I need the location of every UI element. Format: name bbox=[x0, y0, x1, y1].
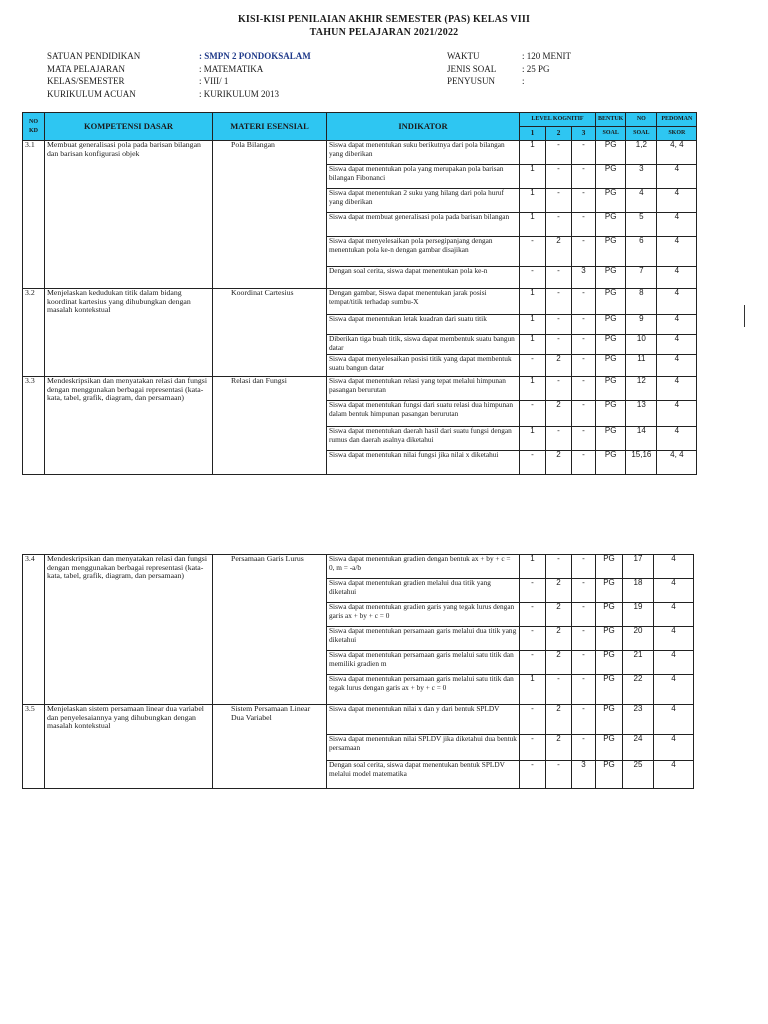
level-3: - bbox=[572, 141, 596, 165]
table-row bbox=[23, 555, 694, 579]
level-3: - bbox=[572, 627, 596, 651]
kd-number: 3.1 bbox=[23, 141, 45, 289]
level-2: 2 bbox=[546, 651, 572, 675]
indikator: Siswa dapat menyelesaikan pola persegipanjang dengan menentukan pola ke-n dengan gambar disajikan bbox=[327, 237, 520, 267]
nomor-soal: 9 bbox=[626, 315, 657, 335]
level-1: - bbox=[520, 627, 546, 651]
pedoman-skor: 4 bbox=[654, 603, 694, 627]
level-1: 1 bbox=[520, 555, 546, 579]
table-row bbox=[23, 141, 697, 165]
level-2: - bbox=[546, 189, 572, 213]
level-1: - bbox=[520, 237, 546, 267]
level-2: - bbox=[546, 213, 572, 237]
nomor-soal: 15,16 bbox=[626, 451, 657, 475]
level-2: - bbox=[546, 555, 572, 579]
level-3: - bbox=[572, 705, 596, 735]
meta-right bbox=[447, 50, 571, 88]
level-1: 1 bbox=[520, 165, 546, 189]
bentuk-soal: PG bbox=[596, 315, 626, 335]
meta-row bbox=[47, 63, 311, 76]
kd-number: 3.2 bbox=[23, 289, 45, 377]
indikator: Siswa dapat membuat generalisasi pola pada barisan bilangan bbox=[327, 213, 520, 237]
level-3: - bbox=[572, 189, 596, 213]
pedoman-skor: 4, 4 bbox=[657, 141, 697, 165]
level-1: - bbox=[520, 705, 546, 735]
table-row bbox=[23, 377, 697, 401]
margin-mark bbox=[744, 305, 745, 327]
pedoman-skor: 4 bbox=[654, 705, 694, 735]
col-no-kd: NO KD bbox=[23, 113, 45, 141]
bentuk-soal: PG bbox=[596, 603, 623, 627]
indikator: Diberikan tiga buah titik, siswa dapat membentuk suatu bangun datar bbox=[327, 335, 520, 355]
indikator: Siswa dapat menentukan 2 suku yang hilang dari pola huruf yang diberikan bbox=[327, 189, 520, 213]
level-2: - bbox=[546, 315, 572, 335]
level-3: - bbox=[572, 651, 596, 675]
indikator: Siswa dapat menentukan daerah hasil dari suatu fungsi dengan rumus dan daerah asalnya diketahui bbox=[327, 427, 520, 451]
indikator: Dengan gambar, Siswa dapat menentukan jarak posisi tempat/titik terhadap sumbu-X bbox=[327, 289, 520, 315]
nomor-soal: 8 bbox=[626, 289, 657, 315]
document-subtitle: TAHUN PELAJARAN 2021/2022 bbox=[309, 27, 459, 38]
col-level-1: 1 bbox=[520, 127, 546, 141]
level-3: - bbox=[572, 603, 596, 627]
kisi-table-1 bbox=[22, 112, 697, 475]
level-2: - bbox=[546, 377, 572, 401]
meta-value: : MATEMATIKA bbox=[199, 63, 264, 74]
materi-esensial: Relasi dan Fungsi bbox=[213, 377, 327, 475]
bentuk-soal: PG bbox=[596, 213, 626, 237]
col-level-3: 3 bbox=[572, 127, 596, 141]
nomor-soal: 13 bbox=[626, 401, 657, 427]
nomor-soal: 12 bbox=[626, 377, 657, 401]
level-1: 1 bbox=[520, 189, 546, 213]
pedoman-skor: 4 bbox=[657, 427, 697, 451]
level-2: 2 bbox=[546, 237, 572, 267]
level-3: - bbox=[572, 579, 596, 603]
col-no: NO bbox=[626, 113, 657, 127]
bentuk-soal: PG bbox=[596, 579, 623, 603]
level-2: - bbox=[546, 427, 572, 451]
meta-row bbox=[447, 50, 571, 63]
pedoman-skor: 4 bbox=[657, 355, 697, 377]
level-1: - bbox=[520, 355, 546, 377]
nomor-soal: 17 bbox=[623, 555, 654, 579]
level-1: - bbox=[520, 603, 546, 627]
materi-esensial: Koordinat Cartesius bbox=[213, 289, 327, 377]
pedoman-skor: 4 bbox=[654, 579, 694, 603]
level-2: 2 bbox=[546, 451, 572, 475]
pedoman-skor: 4 bbox=[654, 675, 694, 705]
indikator: Siswa dapat menentukan nilai SPLDV jika diketahui dua bentuk persamaan bbox=[327, 735, 520, 761]
level-1: - bbox=[520, 401, 546, 427]
level-3: - bbox=[572, 315, 596, 335]
bentuk-soal: PG bbox=[596, 761, 623, 789]
nomor-soal: 22 bbox=[623, 675, 654, 705]
level-1: - bbox=[520, 579, 546, 603]
nomor-soal: 10 bbox=[626, 335, 657, 355]
level-3: - bbox=[572, 377, 596, 401]
level-3: - bbox=[572, 355, 596, 377]
col-level-2: 2 bbox=[546, 127, 572, 141]
level-2: - bbox=[546, 141, 572, 165]
meta-value: : SMPN 2 PONDOKSALAM bbox=[199, 51, 311, 61]
materi-esensial: Sistem Persamaan Linear Dua Variabel bbox=[213, 705, 327, 789]
bentuk-soal: PG bbox=[596, 555, 623, 579]
kd-number: 3.5 bbox=[23, 705, 45, 789]
indikator: Siswa dapat menentukan fungsi dari suatu relasi dua himpunan dalam bentuk himpunan pasangan berurutan bbox=[327, 401, 520, 427]
pedoman-skor: 4 bbox=[654, 651, 694, 675]
meta-value: : bbox=[522, 76, 525, 86]
level-3: - bbox=[572, 237, 596, 267]
level-2: 2 bbox=[546, 579, 572, 603]
pedoman-skor: 4 bbox=[654, 761, 694, 789]
level-1: - bbox=[520, 761, 546, 789]
meta-row bbox=[447, 75, 571, 88]
bentuk-soal: PG bbox=[596, 627, 623, 651]
table-row bbox=[23, 289, 697, 315]
meta-label: KELAS/SEMESTER bbox=[47, 76, 125, 86]
level-2: 2 bbox=[546, 603, 572, 627]
col-skor: SKOR bbox=[657, 127, 697, 141]
level-1: - bbox=[520, 735, 546, 761]
nomor-soal: 7 bbox=[626, 267, 657, 289]
level-3: - bbox=[572, 427, 596, 451]
bentuk-soal: PG bbox=[596, 237, 626, 267]
bentuk-soal: PG bbox=[596, 141, 626, 165]
nomor-soal: 6 bbox=[626, 237, 657, 267]
level-3: - bbox=[572, 165, 596, 189]
nomor-soal: 11 bbox=[626, 355, 657, 377]
level-3: - bbox=[572, 675, 596, 705]
indikator: Siswa dapat menentukan gradien garis yang tegak lurus dengan garis ax + by + c = 0 bbox=[327, 603, 520, 627]
level-2: - bbox=[546, 267, 572, 289]
col-bentuk: BENTUK bbox=[596, 113, 626, 127]
pedoman-skor: 4 bbox=[657, 401, 697, 427]
level-1: 1 bbox=[520, 315, 546, 335]
indikator: Siswa dapat menyelesaikan posisi titik yang dapat membentuk suatu bangun datar bbox=[327, 355, 520, 377]
pedoman-skor: 4 bbox=[657, 267, 697, 289]
kd-number: 3.4 bbox=[23, 555, 45, 705]
level-1: 1 bbox=[520, 675, 546, 705]
level-3: - bbox=[572, 451, 596, 475]
pedoman-skor: 4 bbox=[657, 213, 697, 237]
indikator: Dengan soal cerita, siswa dapat menentukan bentuk SPLDV melalui model matematika bbox=[327, 761, 520, 789]
indikator: Siswa dapat menentukan letak kuadran dari suatu titik bbox=[327, 315, 520, 335]
pedoman-skor: 4 bbox=[657, 189, 697, 213]
nomor-soal: 5 bbox=[626, 213, 657, 237]
bentuk-soal: PG bbox=[596, 335, 626, 355]
pedoman-skor: 4 bbox=[657, 315, 697, 335]
col-soal: SOAL bbox=[596, 127, 626, 141]
meta-value: : KURIKULUM 2013 bbox=[199, 88, 279, 99]
meta-row bbox=[47, 75, 311, 88]
pedoman-skor: 4 bbox=[657, 237, 697, 267]
meta-value: : VIII/ 1 bbox=[199, 76, 229, 86]
level-1: - bbox=[520, 267, 546, 289]
materi-esensial: Pola Bilangan bbox=[213, 141, 327, 289]
level-1: 1 bbox=[520, 141, 546, 165]
level-1: 1 bbox=[520, 213, 546, 237]
bentuk-soal: PG bbox=[596, 651, 623, 675]
indikator: Dengan soal cerita, siswa dapat menentukan pola ke-n bbox=[327, 267, 520, 289]
meta-value: : 25 PG bbox=[522, 63, 550, 74]
meta-row bbox=[47, 50, 311, 63]
nomor-soal: 21 bbox=[623, 651, 654, 675]
meta-label: PENYUSUN bbox=[447, 76, 496, 86]
indikator: Siswa dapat menentukan gradien melalui dua titik yang diketahui bbox=[327, 579, 520, 603]
pedoman-skor: 4 bbox=[657, 289, 697, 315]
indikator: Siswa dapat menentukan nilai x dan y dari bentuk SPLDV bbox=[327, 705, 520, 735]
indikator: Siswa dapat menentukan persamaan garis melalui satu titik dan memiliki gradien m bbox=[327, 651, 520, 675]
level-2: 2 bbox=[546, 627, 572, 651]
bentuk-soal: PG bbox=[596, 705, 623, 735]
kompetensi-dasar: Mendeskripsikan dan menyatakan relasi dan fungsi dengan menggunakan berbagai representasi (kata-kata, tabel, grafik, diagram, dan persamaan) bbox=[45, 377, 213, 475]
indikator: Siswa dapat menentukan gradien dengan bentuk ax + by + c = 0, m = -a/b bbox=[327, 555, 520, 579]
pedoman-skor: 4 bbox=[657, 165, 697, 189]
level-3: 3 bbox=[572, 267, 596, 289]
nomor-soal: 3 bbox=[626, 165, 657, 189]
bentuk-soal: PG bbox=[596, 189, 626, 213]
document-title: KISI-KISI PENILAIAN AKHIR SEMESTER (PAS) KELAS VIII bbox=[237, 14, 531, 25]
kompetensi-dasar: Membuat generalisasi pola pada barisan bilangan dan barisan konfigurasi objek bbox=[45, 141, 213, 289]
col-pedoman: PEDOMAN bbox=[657, 113, 697, 127]
bentuk-soal: PG bbox=[596, 735, 623, 761]
level-2: 2 bbox=[546, 355, 572, 377]
nomor-soal: 23 bbox=[623, 705, 654, 735]
level-3: 3 bbox=[572, 761, 596, 789]
level-2: - bbox=[546, 761, 572, 789]
bentuk-soal: PG bbox=[596, 267, 626, 289]
level-1: - bbox=[520, 651, 546, 675]
bentuk-soal: PG bbox=[596, 289, 626, 315]
nomor-soal: 25 bbox=[623, 761, 654, 789]
level-2: - bbox=[546, 289, 572, 315]
meta-row bbox=[47, 88, 311, 101]
nomor-soal: 18 bbox=[623, 579, 654, 603]
meta-label: MATA PELAJARAN bbox=[47, 63, 126, 74]
indikator: Siswa dapat menentukan persamaan garis melalui dua titik yang diketahui bbox=[327, 627, 520, 651]
kd-number: 3.3 bbox=[23, 377, 45, 475]
indikator: Siswa dapat menentukan nilai fungsi jika nilai x diketahui bbox=[327, 451, 520, 475]
nomor-soal: 1,2 bbox=[626, 141, 657, 165]
level-2: - bbox=[546, 335, 572, 355]
col-indikator: INDIKATOR bbox=[327, 113, 520, 141]
level-1: 1 bbox=[520, 377, 546, 401]
table-row bbox=[23, 705, 694, 735]
nomor-soal: 19 bbox=[623, 603, 654, 627]
level-2: 2 bbox=[546, 735, 572, 761]
pedoman-skor: 4, 4 bbox=[657, 451, 697, 475]
kompetensi-dasar: Mendeskripsikan dan menyatakan relasi dan fungsi dengan menggunakan berbagai representasi (kata-kata, tabel, grafik, diagram, dan persamaan) bbox=[45, 555, 213, 705]
materi-esensial: Persamaan Garis Lurus bbox=[213, 555, 327, 705]
indikator: Siswa dapat menentukan suku berikutnya dari pola bilangan yang diberikan bbox=[327, 141, 520, 165]
indikator: Siswa dapat menentukan persamaan garis melalui satu titik dan tegak lurus dengan garis ax + by + c = 0 bbox=[327, 675, 520, 705]
meta-label: JENIS SOAL bbox=[447, 63, 497, 74]
bentuk-soal: PG bbox=[596, 451, 626, 475]
level-3: - bbox=[572, 213, 596, 237]
pedoman-skor: 4 bbox=[654, 735, 694, 761]
nomor-soal: 14 bbox=[626, 427, 657, 451]
indikator: Siswa dapat menentukan pola yang merupakan pola barisan bilangan Fibonanci bbox=[327, 165, 520, 189]
bentuk-soal: PG bbox=[596, 377, 626, 401]
meta-label: WAKTU bbox=[447, 51, 480, 61]
pedoman-skor: 4 bbox=[657, 335, 697, 355]
nomor-soal: 4 bbox=[626, 189, 657, 213]
level-3: - bbox=[572, 735, 596, 761]
bentuk-soal: PG bbox=[596, 355, 626, 377]
col-materi: MATERI ESENSIAL bbox=[213, 113, 327, 141]
level-1: 1 bbox=[520, 335, 546, 355]
level-3: - bbox=[572, 335, 596, 355]
col-kompetensi: KOMPETENSI DASAR bbox=[45, 113, 213, 141]
indikator: Siswa dapat menentukan relasi yang tepat melalui himpunan pasangan berurutan bbox=[327, 377, 520, 401]
meta-label: KURIKULUM ACUAN bbox=[47, 88, 136, 99]
kompetensi-dasar: Menjelaskan sistem persamaan linear dua variabel dan penyelesaiannya yang dihubungkan dengan masalah kontekstual bbox=[45, 705, 213, 789]
pedoman-skor: 4 bbox=[654, 555, 694, 579]
level-2: - bbox=[546, 165, 572, 189]
meta-label: SATUAN PENDIDIKAN bbox=[47, 51, 141, 61]
pedoman-skor: 4 bbox=[657, 377, 697, 401]
level-1: 1 bbox=[520, 427, 546, 451]
col-no-soal: SOAL bbox=[626, 127, 657, 141]
pedoman-skor: 4 bbox=[654, 627, 694, 651]
nomor-soal: 24 bbox=[623, 735, 654, 761]
level-2: 2 bbox=[546, 705, 572, 735]
bentuk-soal: PG bbox=[596, 401, 626, 427]
level-1: 1 bbox=[520, 289, 546, 315]
nomor-soal: 20 bbox=[623, 627, 654, 651]
kisi-table-2 bbox=[22, 554, 694, 789]
col-level: LEVEL KOGNITIF bbox=[520, 113, 596, 127]
bentuk-soal: PG bbox=[596, 675, 623, 705]
level-1: - bbox=[520, 451, 546, 475]
meta-left bbox=[47, 50, 311, 100]
kompetensi-dasar: Menjelaskan kedudukan titik dalam bidang koordinat kartesius yang dihubungkan dengan masalah kontekstual bbox=[45, 289, 213, 377]
level-3: - bbox=[572, 289, 596, 315]
level-2: 2 bbox=[546, 401, 572, 427]
meta-value: : 120 MENIT bbox=[522, 51, 571, 61]
meta-row bbox=[447, 63, 571, 76]
level-3: - bbox=[572, 401, 596, 427]
level-2: - bbox=[546, 675, 572, 705]
bentuk-soal: PG bbox=[596, 427, 626, 451]
bentuk-soal: PG bbox=[596, 165, 626, 189]
level-3: - bbox=[572, 555, 596, 579]
